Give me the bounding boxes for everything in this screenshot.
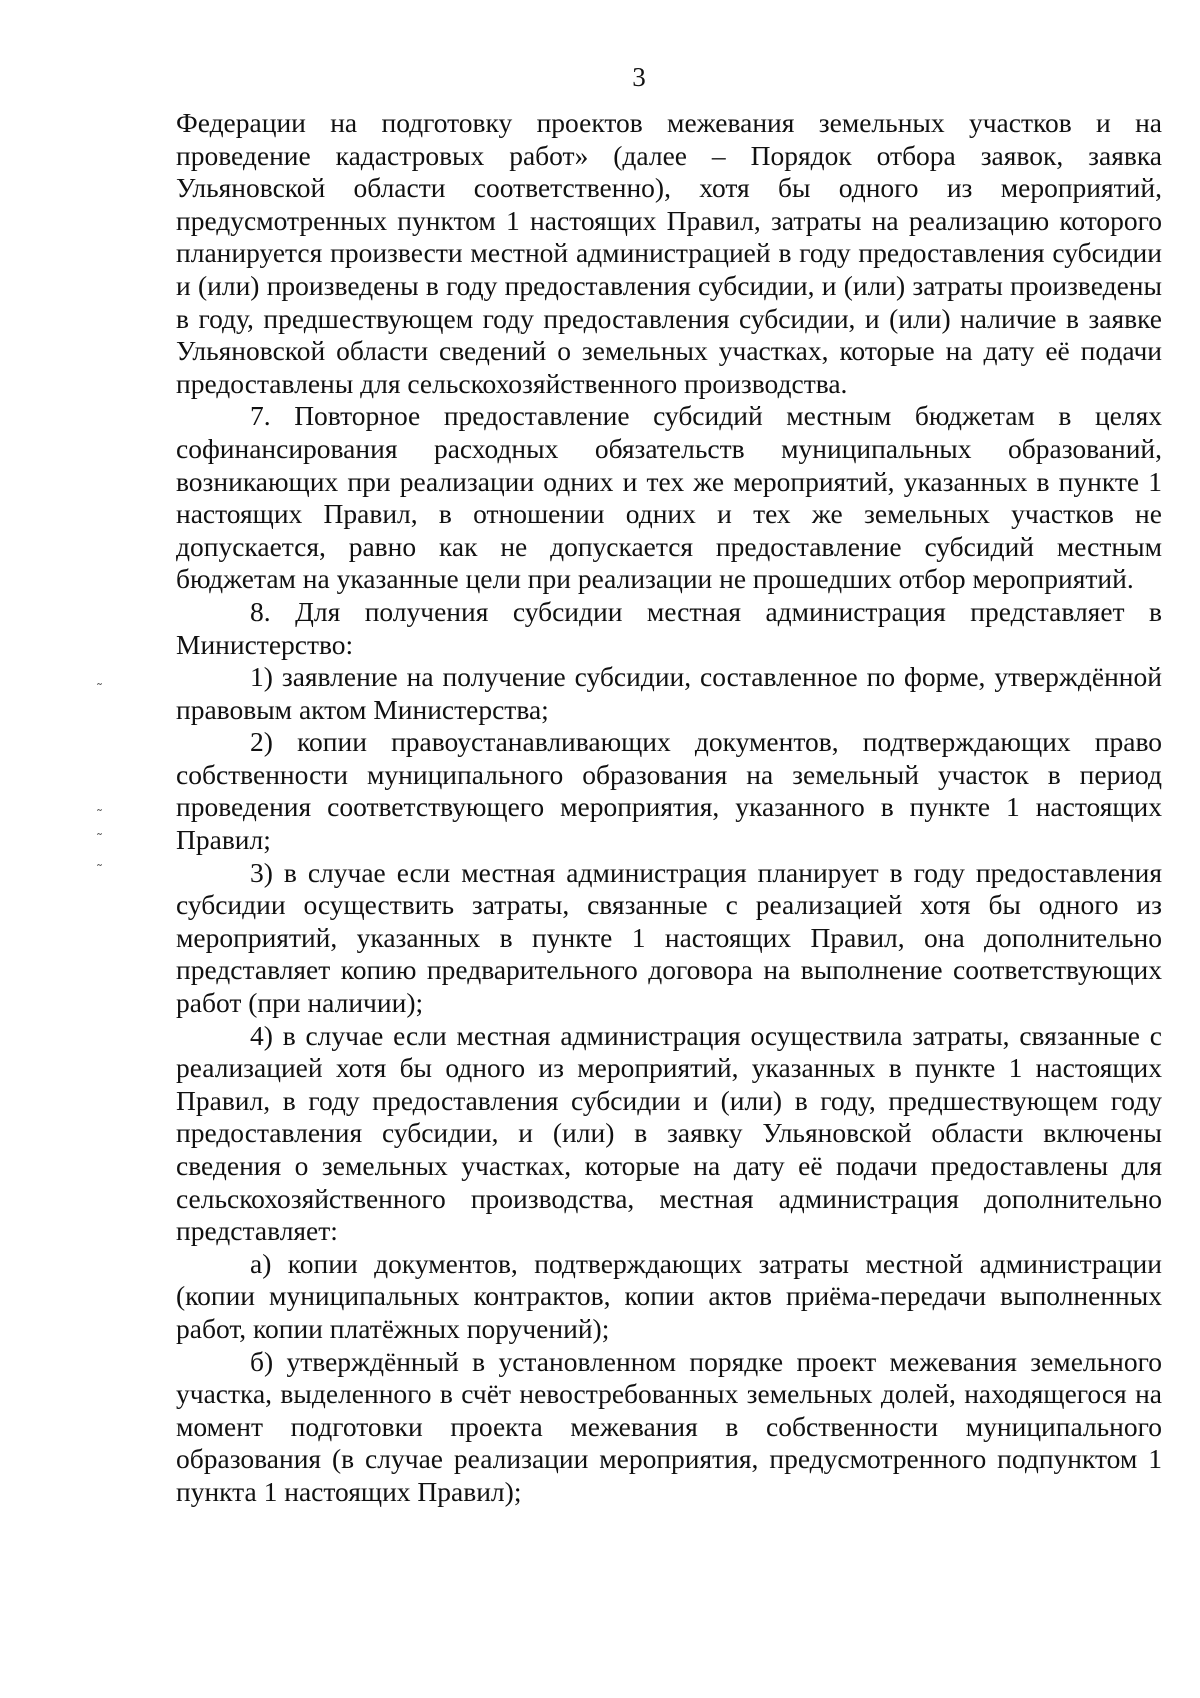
paragraph-7: 7. Повторное предоставление субсидий местным бюджетам в целях софинансирования расходных обязательств муниципальных образований, возникающих при реализации одних и тех же мероприятий, указанных в пункте 1 настоящих Правил, в отношении одних и тех же земельных участков не допускается, равно как не допускается предоставление субсидий местным бюджетам на указанные цели при реализации не прошедших отбор мероприятий. xyxy=(176,400,1162,595)
paragraph-8-item-4-b: б) утверждённый в установленном порядке проект межевания земельного участка, выделенного в счёт невостребованных земельных долей, находящегося на момент подготовки проекта межевания в собственности муниципального образования (в случае реализации мероприятия, предусмотренного подпунктом 1 пункта 1 настоящих Правил); xyxy=(176,1345,1162,1507)
paragraph-8-item-3: 3) в случае если местная администрация планирует в году предоставления субсидии осуществить затраты, связанные с реализацией хотя бы одного из мероприятий, указанных в пункте 1 настоящих Правил, она дополнительно представляет копию предварительного договора на выполнение соответствующих работ (при наличии); xyxy=(176,856,1162,1019)
page-number: 3 xyxy=(632,62,646,92)
margin-scan-marks xyxy=(96,0,136,1698)
document-body xyxy=(176,107,1162,1509)
scan-mark: ˜ xyxy=(96,863,103,879)
scan-mark: ˜ xyxy=(96,808,103,824)
paragraph-8-item-2: 2) копии правоустанавливающих документов, подтверждающих право собственности муниципального образования на земельный участок в период проведения соответствующего мероприятия, указанного в пункте 1 настоящих Правил; xyxy=(176,726,1162,856)
paragraph-8: 8. Для получения субсидии местная администрация представляет в Министерство: xyxy=(176,595,1162,660)
scan-mark: ˜ xyxy=(96,832,103,848)
paragraph-8-item-4-a: а) копии документов, подтверждающих затраты местной администрации (копии муниципальных контрактов, копии актов приёма-передачи выполненных работ, копии платёжных поручений); xyxy=(176,1247,1162,1344)
paragraph-continuation: Федерации на подготовку проектов межевания земельных участков и на проведение кадастровых работ» (далее – Порядок отбора заявок, заявка Ульяновской области соответственно), хотя бы одного из мероприятий, предусмотренных пунктом 1 настоящих Правил, затраты на реализацию которого планируется произвести местной администрацией в году предоставления субсидии и (или) произведены в году предоставления субсидии, и (или) затраты произведены в году, предшествующем году предоставления субсидии, и (или) наличие в заявке Ульяновской области сведений о земельных участках, которые на дату её подачи предоставлены для сельскохозяйственного производства. xyxy=(176,107,1162,399)
paragraph-8-item-1: 1) заявление на получение субсидии, составленное по форме, утверждённой правовым актом Министерства; xyxy=(176,661,1162,725)
paragraph-8-item-4: 4) в случае если местная администрация осуществила затраты, связанные с реализацией хотя бы одного из мероприятий, указанных в пункте 1 настоящих Правил, в году предоставления субсидии и (или) в году, предшествующем году предоставления субсидии, и (или) в заявку Ульяновской области включены сведения о земельных участках, которые на дату её подачи предоставлены для сельскохозяйственного производства, местная администрация дополнительно представляет: xyxy=(176,1019,1162,1247)
scan-mark: ˜ xyxy=(96,682,103,698)
